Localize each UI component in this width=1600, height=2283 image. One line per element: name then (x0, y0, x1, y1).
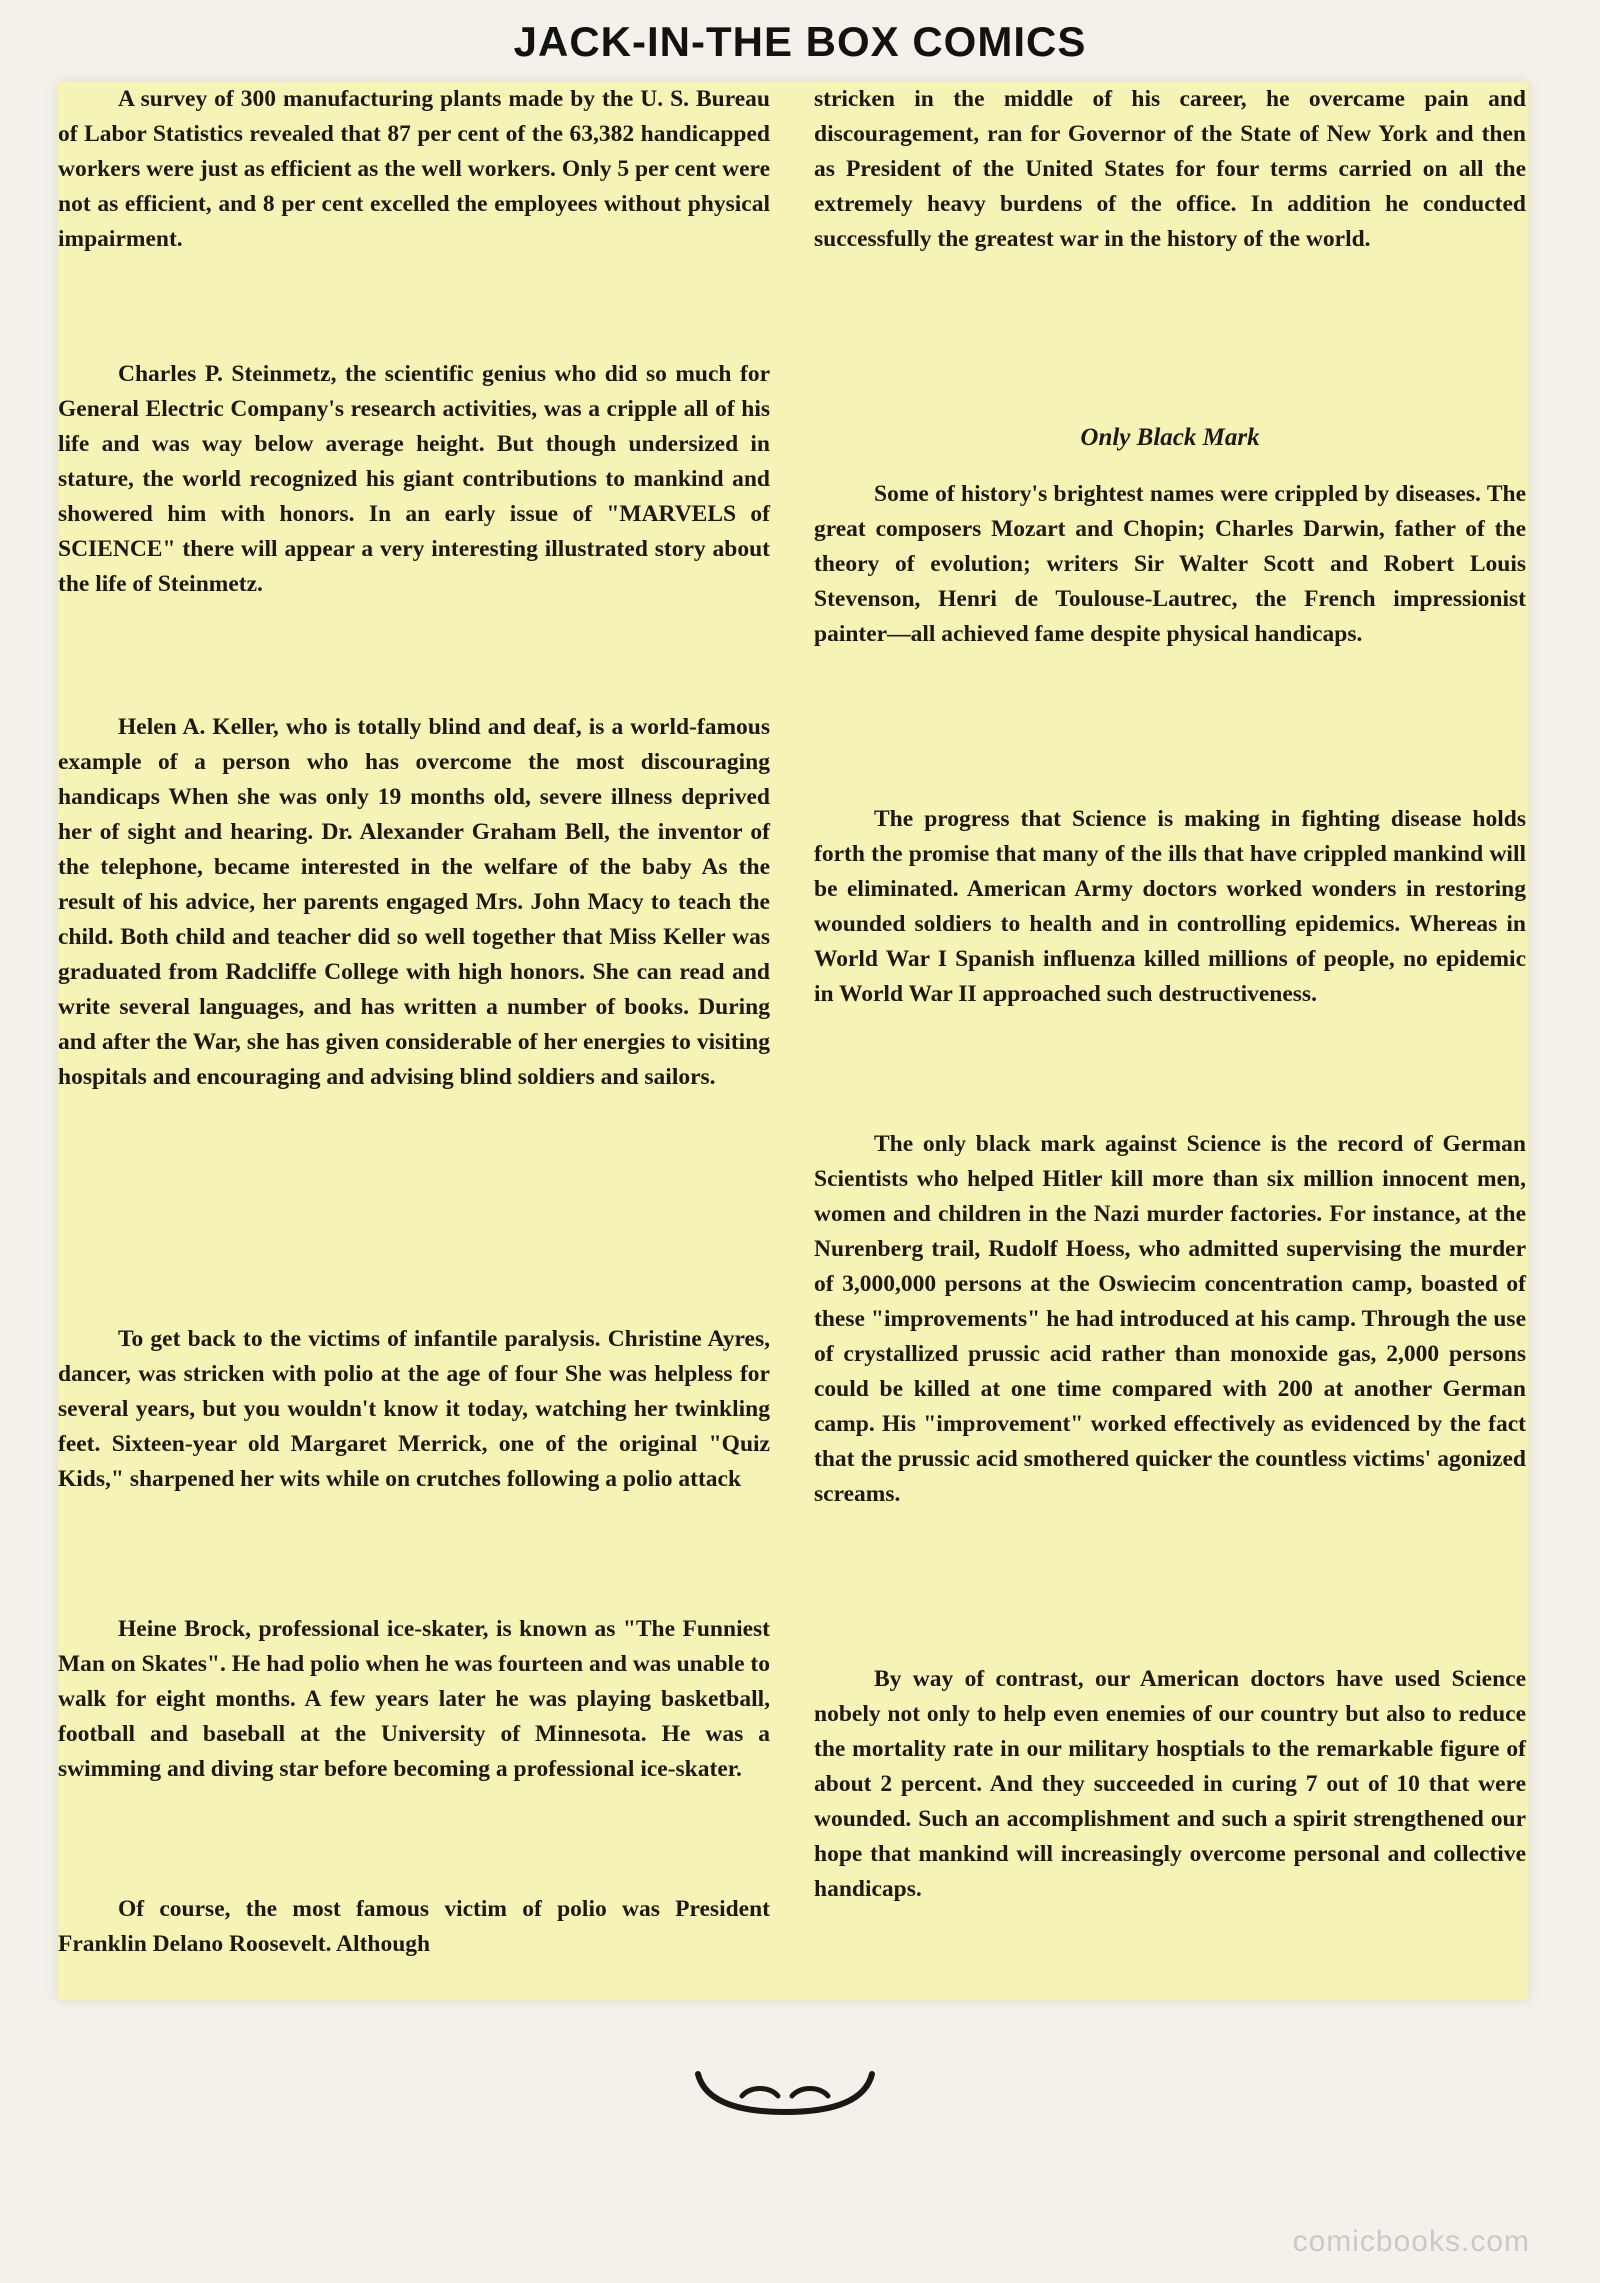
page-title: JACK-IN-THE BOX COMICS (513, 18, 1087, 65)
paragraph-brock: Heine Brock, professional ice-skater, is known as "The Funniest Man on Skates". He had polio when he was fourteen and was unable to walk for eight months. A few years later he was playing basketball, football and baseball at the University of Minnesota. He was a swimming and diving star before becoming a professional ice-skater. (58, 1616, 770, 1782)
paragraph-keller: Helen A. Keller, who is totally blind and deaf, is a world-famous example of a person who has overcome the most discouraging handicaps When she was only 19 months old, severe illness deprived her of sight and hearing. Dr. Alexander Graham Bell, the inventor of the telephone, became interested in the welfare of the baby As the result of his advice, her parents engaged Mrs. John Macy to teach the child. Both child and teacher did so well together that Miss Keller was graduated from Radcliffe College with high honors. She can read and write several languages, and has written a number of books. During and after the War, she has given considerable of her energies to visiting hospitals and encouraging and advising blind soldiers and sailors. (58, 714, 770, 1090)
section-heading: Only Black Mark (1080, 424, 1260, 451)
paragraph-progress: The progress that Science is making in fighting disease holds forth the promise that many of the ills that have crippled mankind will be eliminated. American Army doctors worked wonders in restoring wounded soldiers to health and in controlling epidemics. Whereas in World War I Spanish influenza killed millions of people, no epidemic in World War II approached such destructiveness. (814, 806, 1526, 1007)
watermark: comicbooks.com (1292, 2225, 1530, 2258)
decorative-flourish-icon (690, 2068, 880, 2128)
article-panel (58, 82, 1528, 2000)
paragraph-infantile-paralysis: To get back to the victims of infantile paralysis. Christine Ayres, dancer, was stricken with polio at the age of four She was helpless for several years, but you wouldn't know it today, watching her twinkling feet. Sixteen-year old Margaret Merrick, one of the original "Quiz Kids," sharpened her wits while on crutches following a polio attack (58, 1326, 770, 1492)
paragraph-roosevelt-continued: stricken in the middle of his career, he overcame pain and discouragement, ran for Governor of the State of New York and then as President of the United States for four terms carried on all the extremely heavy burdens of the office. In addition he conducted successfully the greatest war in the history of the world. (814, 86, 1526, 252)
paragraph-history: Some of history's brightest names were crippled by diseases. The great composers Mozart and Chopin; Charles Darwin, father of the theory of evolution; writers Sir Walter Scott and Robert Louis Stevenson, Henri de Toulouse-Lautrec, the French impressionist painter—all achieved fame despite physical handicaps. (814, 481, 1526, 647)
paragraph-black-mark: The only black mark against Science is the record of German Scientists who helped Hitler kill more than six million innocent men, women and children in the Nazi murder factories. For instance, at the Nurenberg trail, Rudolf Hoess, who admitted supervising the murder of 3,000,000 persons at the Oswiecim concentration camp, boasted of these "improvements" he had introduced at his camp. Through the use of crystallized prussic acid rather than monoxide gas, 2,000 persons could be killed at one time compared with 200 at another German camp. His "improvement" worked effectively as evidenced by the fact that the prussic acid smothered quicker the countless victims' agonized screams. (814, 1131, 1526, 1507)
paragraph-contrast: By way of contrast, our American doctors have used Science nobely not only to help even enemies of our country but also to reduce the mortality rate in our military hosptials to the remarkable figure of about 2 percent. And they succeeded in curing 7 out of 10 that were wounded. Such an accomplishment and such a spirit strengthened our hope that mankind will increasingly overcome personal and collective handicaps. (814, 1666, 1526, 1902)
paragraph-roosevelt: Of course, the most famous victim of polio was President Franklin Delano Roosevelt. Although (58, 1896, 770, 1957)
paragraph-survey: A survey of 300 manufacturing plants made by the U. S. Bureau of Labor Statistics revealed that 87 per cent of the 63,382 handicapped workers were just as efficient as the well workers. Only 5 per cent were not as efficient, and 8 per cent excelled the employees without physical impairment. (58, 86, 770, 252)
paragraph-steinmetz: Charles P. Steinmetz, the scientific genius who did so much for General Electric Company's research activities, was a cripple all of his life and was way below average height. But though undersized in stature, the world recognized his giant contributions to mankind and showered him with honors. In an early issue of "MARVELS of SCIENCE" there will appear a very interesting illustrated story about the life of Steinmetz. (58, 361, 770, 597)
